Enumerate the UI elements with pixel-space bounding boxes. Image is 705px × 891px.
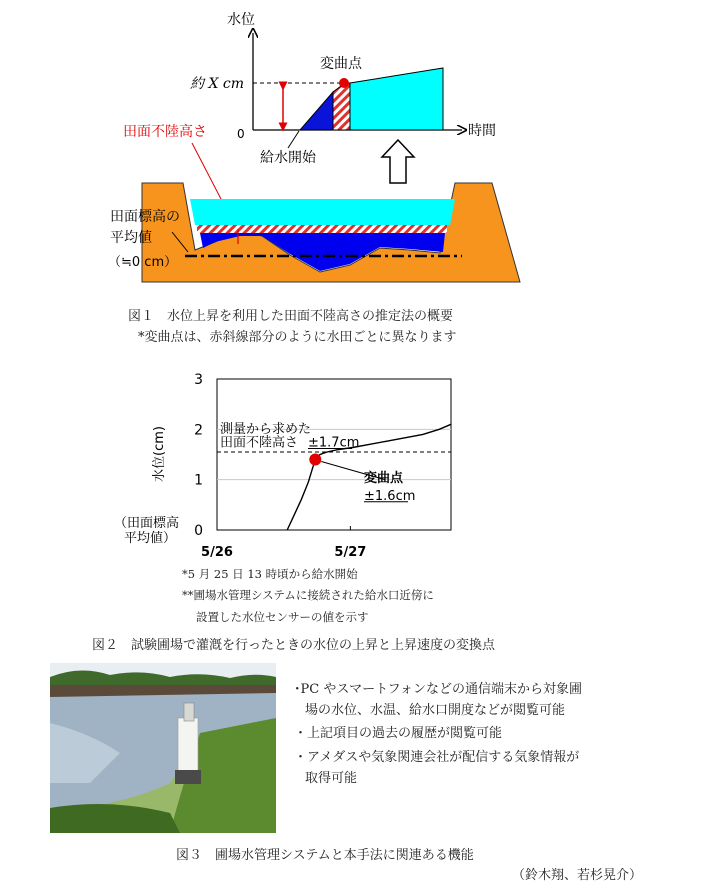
fig1-inflection-label: 変曲点 [320, 56, 362, 72]
fig3-bullet-1 [294, 679, 582, 721]
fig2-y-tick-label: 1 [194, 472, 203, 489]
fig1-level-label: 約 X cm [190, 76, 244, 92]
fig3-bullet-3-line1: ・アメダスや気象関連会社が配信する気象情報が [294, 750, 580, 765]
figure-1-caption: 図１ 水位上昇を利用した田面不陸高さの推定法の概要 [128, 309, 454, 324]
fig1-x-axis-label: 時間 [468, 123, 496, 139]
fig3-bullet-2-line1: ・上記項目の過去の履歴が閲覧可能 [294, 726, 503, 741]
authors: （鈴木翔、若杉晃介） [512, 868, 643, 883]
fig2-inflection-label: 変曲点 [364, 471, 404, 487]
fig1-water-hatch-band [197, 225, 447, 233]
fig3-bullet-3 [294, 747, 579, 789]
fig1-water-rise-cyan [350, 68, 443, 130]
fig2-survey-value: ±1.7cm [308, 435, 360, 451]
fig3-bullet-3-line2: 取得可能 [305, 771, 358, 786]
figure-1-diagram [0, 0, 705, 300]
fig1-origin-label: 0 [237, 127, 245, 141]
fig1-hatch-area [333, 83, 350, 130]
fig1-inflection-point [339, 78, 349, 88]
fig1-unevenness-label: 田面不陸高さ [123, 124, 207, 140]
figure-2-caption: 図２ 試験圃場で灌漑を行ったときの水位の上昇と上昇速度の変換点 [92, 638, 496, 653]
fig2-y-tick-label: 2 [194, 422, 203, 439]
field-water-management-photo [50, 663, 276, 833]
figure-2-note-3: 設置した水位センサーの値を示す [196, 610, 369, 624]
figure-2-chart [0, 360, 705, 580]
fig1-y-axis-label: 水位 [227, 12, 255, 28]
fig1-water-start-label: 給水開始 [260, 150, 316, 166]
fig2-inflection-value: ±1.6cm [364, 488, 416, 504]
fig3-bullet-1-line1: ･PC やスマートフォンなどの通信端末から対象圃 [294, 682, 583, 697]
fig2-x-tick-label: 5/26 [201, 545, 233, 560]
fig2-y-axis-label: 水位(cm) [152, 426, 167, 482]
fig2-zero-note-1: （田面標高 [114, 516, 180, 531]
figure-3-caption: 図３ 圃場水管理システムと本手法に関連ある機能 [176, 848, 474, 863]
figure-2-note-1: *5 月 25 日 13 時頃から給水開始 [182, 567, 358, 581]
fig2-y-tick-label: 3 [194, 372, 203, 388]
fig2-survey-label-2: 田面不陸高さ [220, 435, 299, 451]
up-arrow-icon [382, 140, 414, 183]
fig2-zero-note-2: 平均値） [124, 531, 177, 546]
figure-2-note-2: **圃場水管理システムに接続された給水口近傍に [182, 588, 434, 602]
fig1-water-start-pointer [288, 131, 299, 148]
fig1-avg-level-label-1: 田面標高の [110, 209, 180, 225]
fig1-water-upper [190, 199, 455, 225]
fig3-bullet-1-line2: 場の水位、水温、給水口開度などが閲覧可能 [305, 703, 566, 718]
fig1-avg-level-label-2: 平均値 [110, 230, 152, 246]
fig1-water-rise-blue [300, 92, 333, 130]
figure-1-note: *変曲点は、赤斜線部分のように水田ごとに異なります [138, 330, 457, 345]
fig1-avg-level-label-3: （≒0 cm） [108, 255, 178, 270]
fig2-survey-label-1: 測量から求めた [220, 421, 312, 437]
fig3-bullet-2 [294, 723, 502, 744]
fig2-inflection-point [309, 454, 321, 466]
fig2-y-tick-label: 0 [194, 523, 203, 539]
fig2-x-tick-label: 5/27 [334, 545, 367, 560]
fig2-plot-frame [217, 379, 451, 530]
